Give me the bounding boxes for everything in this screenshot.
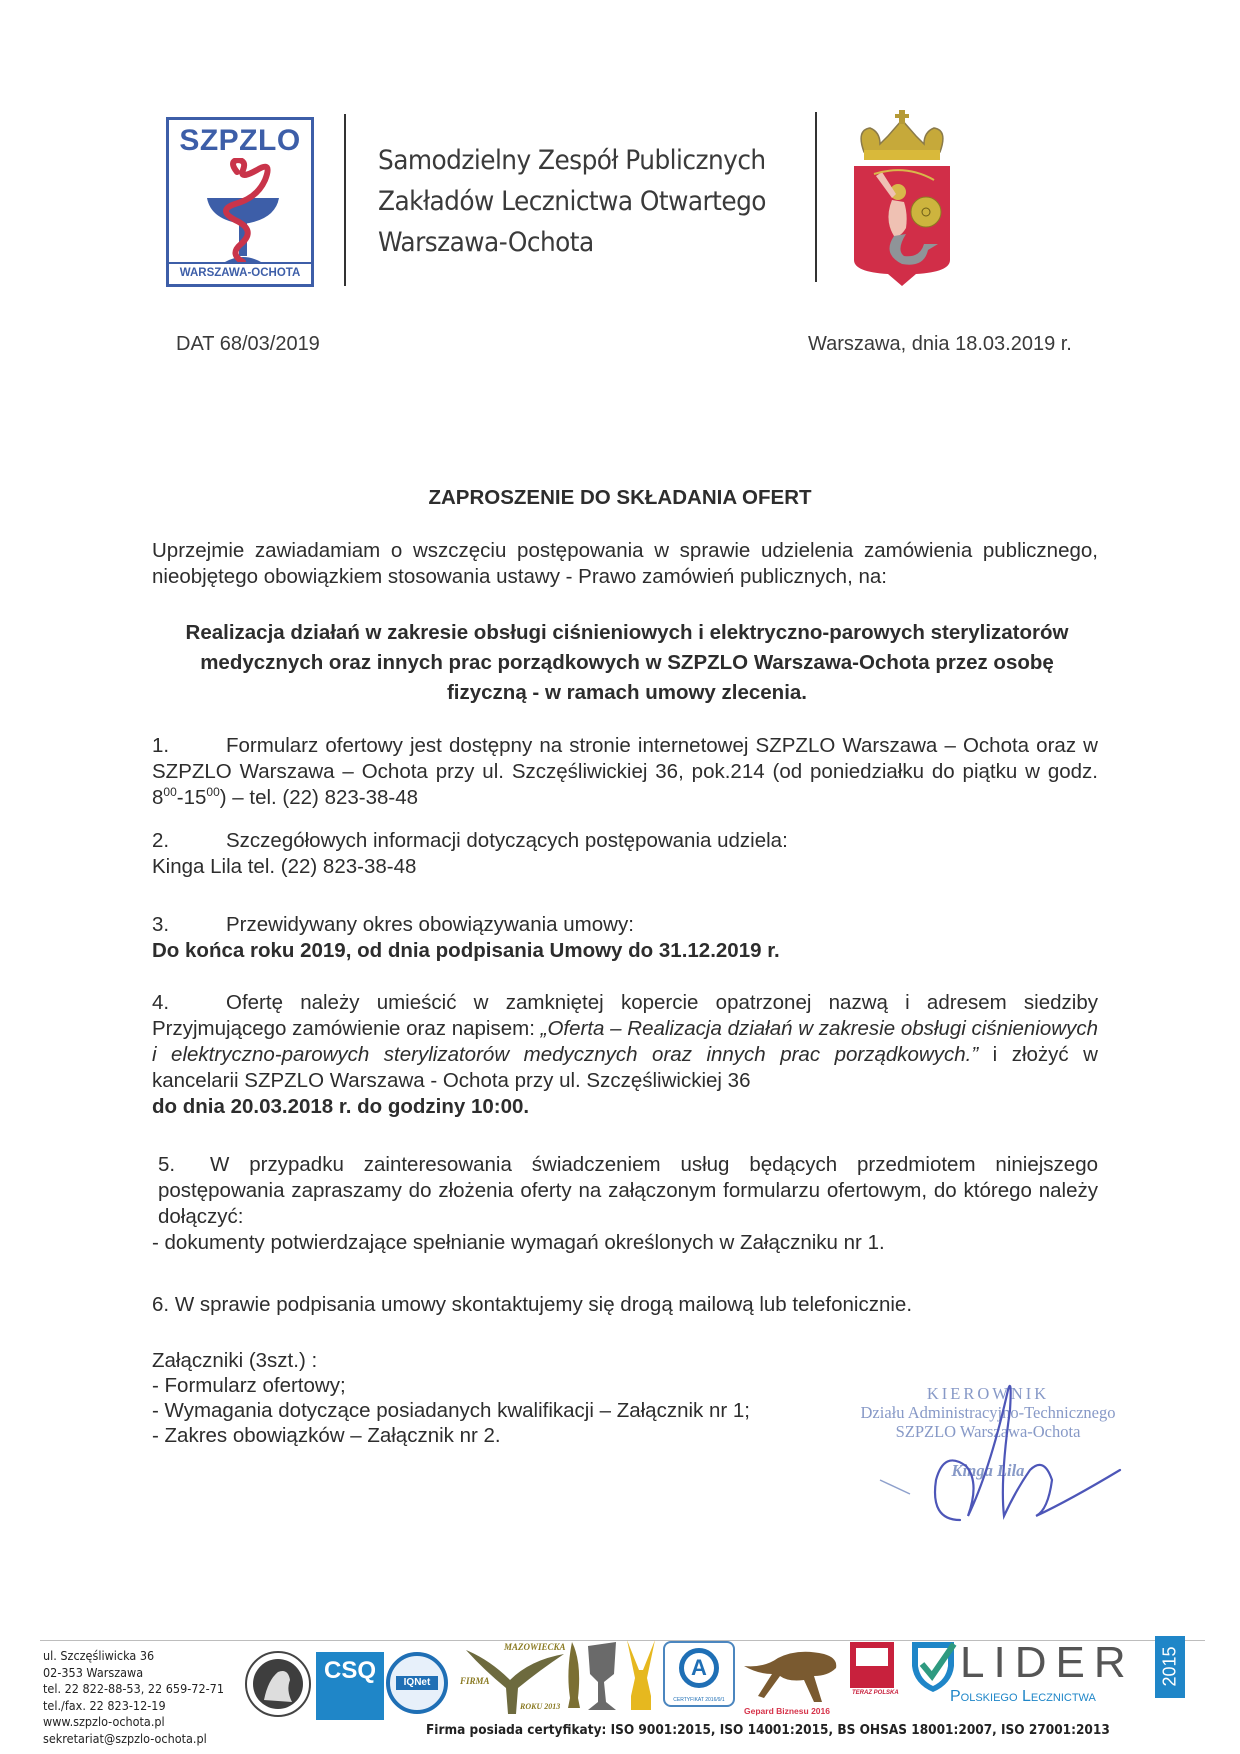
point-5 — [152, 1152, 1098, 1256]
hours-separator: -15 — [176, 786, 207, 809]
address-line: ul. Szczęśliwicka 36 — [43, 1648, 155, 1663]
website-link[interactable]: www.szpzlo-ochota.pl — [43, 1714, 165, 1729]
warsaw-coat-of-arms-icon — [846, 110, 958, 288]
lider-year: 2015 — [1159, 1646, 1180, 1687]
trophy-cup-icon — [586, 1640, 618, 1710]
lider-year-badge — [1155, 1636, 1185, 1698]
point-number: 4. — [152, 991, 170, 1014]
bowl-of-hygieia-icon — [197, 158, 289, 262]
subject-of-order: Realizacja działań w zakresie obsługi ciśnieniowych i elektryczno-parowych sterylizatorów medycznych oraz innych prac porządkowych w SZPZLO Warszawa-Ochota przez osobę fizyczną - w ramach umowy zlecenia. — [185, 621, 1069, 704]
point-text: Przewidywany okres obowiązywania umowy: — [226, 913, 634, 936]
badge-text: ROKU 2013 — [520, 1702, 561, 1711]
contact-person: Kinga Lila tel. (22) 823-38-48 — [152, 855, 417, 878]
envelope-inscription: „Oferta – Realizacja działań w zakresie obsługi ciśnieniowych i elektryczno-parowych sterylizatorów medycznych oraz innych prac porządkowych.” — [152, 1017, 1098, 1066]
aq-letter: A — [679, 1648, 719, 1688]
teraz-polska-label: TERAZ POLSKA — [852, 1690, 899, 1696]
point-text-tail: ) – tel. (22) 823-38-48 — [219, 786, 419, 809]
logo-subtitle: WARSZAWA-OCHOTA — [168, 262, 312, 284]
point-number: 6. — [152, 1293, 170, 1316]
intro-paragraph: Uprzejmie zawiadamiam o wszczęciu postępowania w sprawie udzielenia zamówienia publicznego, nieobjętego obowiązkiem stosowania ustawy - Prawo zamówień publicznych, na: — [152, 539, 1098, 588]
org-name-line: Warszawa-Ochota — [378, 227, 594, 258]
point-text-tail: i złożyć w kancelarii SZPZLO Warszawa - Ochota przy ul. Szczęśliwickiej 36 — [152, 1043, 1098, 1092]
place-and-date: Warszawa, dnia 18.03.2019 r. — [808, 333, 1072, 355]
stamp-name: Kinga Lila — [951, 1461, 1025, 1480]
point-number: 3. — [152, 913, 170, 936]
letter-title: ZAPROSZENIE DO SKŁADANIA OFERT — [428, 486, 812, 509]
teraz-polska-badge — [850, 1642, 894, 1688]
point-text: Formularz ofertowy jest dostępny na stronie internetowej SZPZLO Warszawa – Ochota oraz w SZPZLO Warszawa – Ochota przy ul. Szczęśliwickiej 36, pok.214 (od poniedziałku do piątku w godz. 8 — [152, 734, 1098, 809]
point-text: W przypadku zainteresowania świadczeniem usług będących przedmiotem niniejszego postępowania zapraszamy do złożenia oferty na załączonym formularzu ofertowym, do którego należy dołączyć: — [158, 1153, 1098, 1228]
contract-period: Do końca roku 2019, od dnia podpisania Umowy do 31.12.2019 r. — [152, 939, 780, 962]
csq-badge: CSQ — [316, 1652, 384, 1720]
contact-address — [43, 1648, 224, 1747]
logo-brand: SZPZLO — [179, 124, 301, 157]
point-number: 5. — [158, 1153, 176, 1176]
seal-badge-icon — [244, 1650, 312, 1718]
golden-trophy-icon — [625, 1640, 657, 1710]
attachment-item: - Zakres obowiązków – Załącznik nr 2. — [152, 1424, 501, 1447]
point-3 — [152, 912, 1098, 964]
address-line: 02-353 Warszawa — [43, 1664, 144, 1680]
point-number: 2. — [152, 829, 170, 852]
point-text: Ofertę należy umieścić w zamkniętej kopercie opatrzonej nazwą i adresem siedziby Przyjmującego zamówienie oraz napisem: — [152, 991, 1098, 1040]
lider-logo-text: LIDER — [960, 1638, 1135, 1687]
stamp-line: KIEROWNIK — [926, 1384, 1050, 1403]
shield-check-icon — [908, 1636, 958, 1694]
point-number: 1. — [152, 734, 170, 757]
deadline: do dnia 20.03.2018 r. do godziny 10:00. — [152, 1095, 530, 1118]
stamp-line: Działu Administracyjno-Technicznego — [860, 1403, 1116, 1422]
hours-to-sup: 00 — [206, 785, 220, 800]
iqnet-badge — [386, 1652, 448, 1714]
attachment-item: - Formularz ofertowy; — [152, 1374, 346, 1397]
address-line: tel. 22 822-88-53, 22 659-72-71 — [43, 1681, 224, 1696]
stamp-line: SZPZLO Warszawa-Ochota — [895, 1422, 1081, 1441]
cheetah-trophy-icon — [744, 1646, 840, 1704]
iqnet-label: IQNet — [396, 1676, 438, 1690]
handwritten-signature-icon — [840, 1370, 1130, 1530]
point-2 — [152, 828, 1098, 880]
trophy-statuette-icon — [562, 1642, 586, 1708]
lider-subtitle: Polskiego Lecznictwa — [950, 1688, 1096, 1705]
badge-text: MAZOWIECKA — [504, 1642, 566, 1652]
mazowiecka-firma-roku-badge — [460, 1640, 570, 1716]
aq-caption: CERTYFIKAT 2016/9/1 — [673, 1697, 725, 1703]
aq-certificate-badge — [663, 1641, 735, 1707]
certificates-statement: Firma posiada certyfikaty: ISO 9001:2015, ISO 14001:2015, BS OHSAS 18001:2007, ISO 27001:2013 — [426, 1722, 1110, 1738]
required-documents: - dokumenty potwierdzające spełnianie wymagań określonych w Załączniku nr 1. — [152, 1231, 885, 1254]
attachments-heading: Załączniki (3szt.) : — [152, 1349, 318, 1372]
org-name-line: Samodzielny Zespół Publicznych — [378, 145, 766, 176]
badge-text: FIRMA — [460, 1676, 490, 1686]
org-name-line: Zakładów Lecznictwa Otwartego — [378, 186, 766, 217]
point-text: W sprawie podpisania umowy skontaktujemy się drogą mailową lub telefonicznie. — [174, 1293, 913, 1316]
gepard-biznesu-label: Gepard Biznesu 2016 — [744, 1706, 830, 1716]
point-1 — [152, 733, 1098, 811]
szpzlo-logo — [166, 117, 314, 287]
reference-number: DAT 68/03/2019 — [176, 333, 320, 355]
header-divider — [815, 112, 817, 282]
point-text: Szczegółowych informacji dotyczących postępowania udziela: — [226, 829, 788, 852]
attachment-item: - Wymagania dotyczące posiadanych kwalifikacji – Załącznik nr 1; — [152, 1399, 750, 1422]
point-4 — [152, 990, 1098, 1120]
address-line: tel./fax. 22 823-12-19 — [43, 1697, 166, 1713]
organization-name — [378, 140, 766, 263]
header-divider — [344, 114, 346, 286]
point-6 — [152, 1292, 1098, 1318]
email-link[interactable]: sekretariat@szpzlo-ochota.pl — [43, 1730, 207, 1746]
hours-from-sup: 00 — [163, 785, 177, 800]
